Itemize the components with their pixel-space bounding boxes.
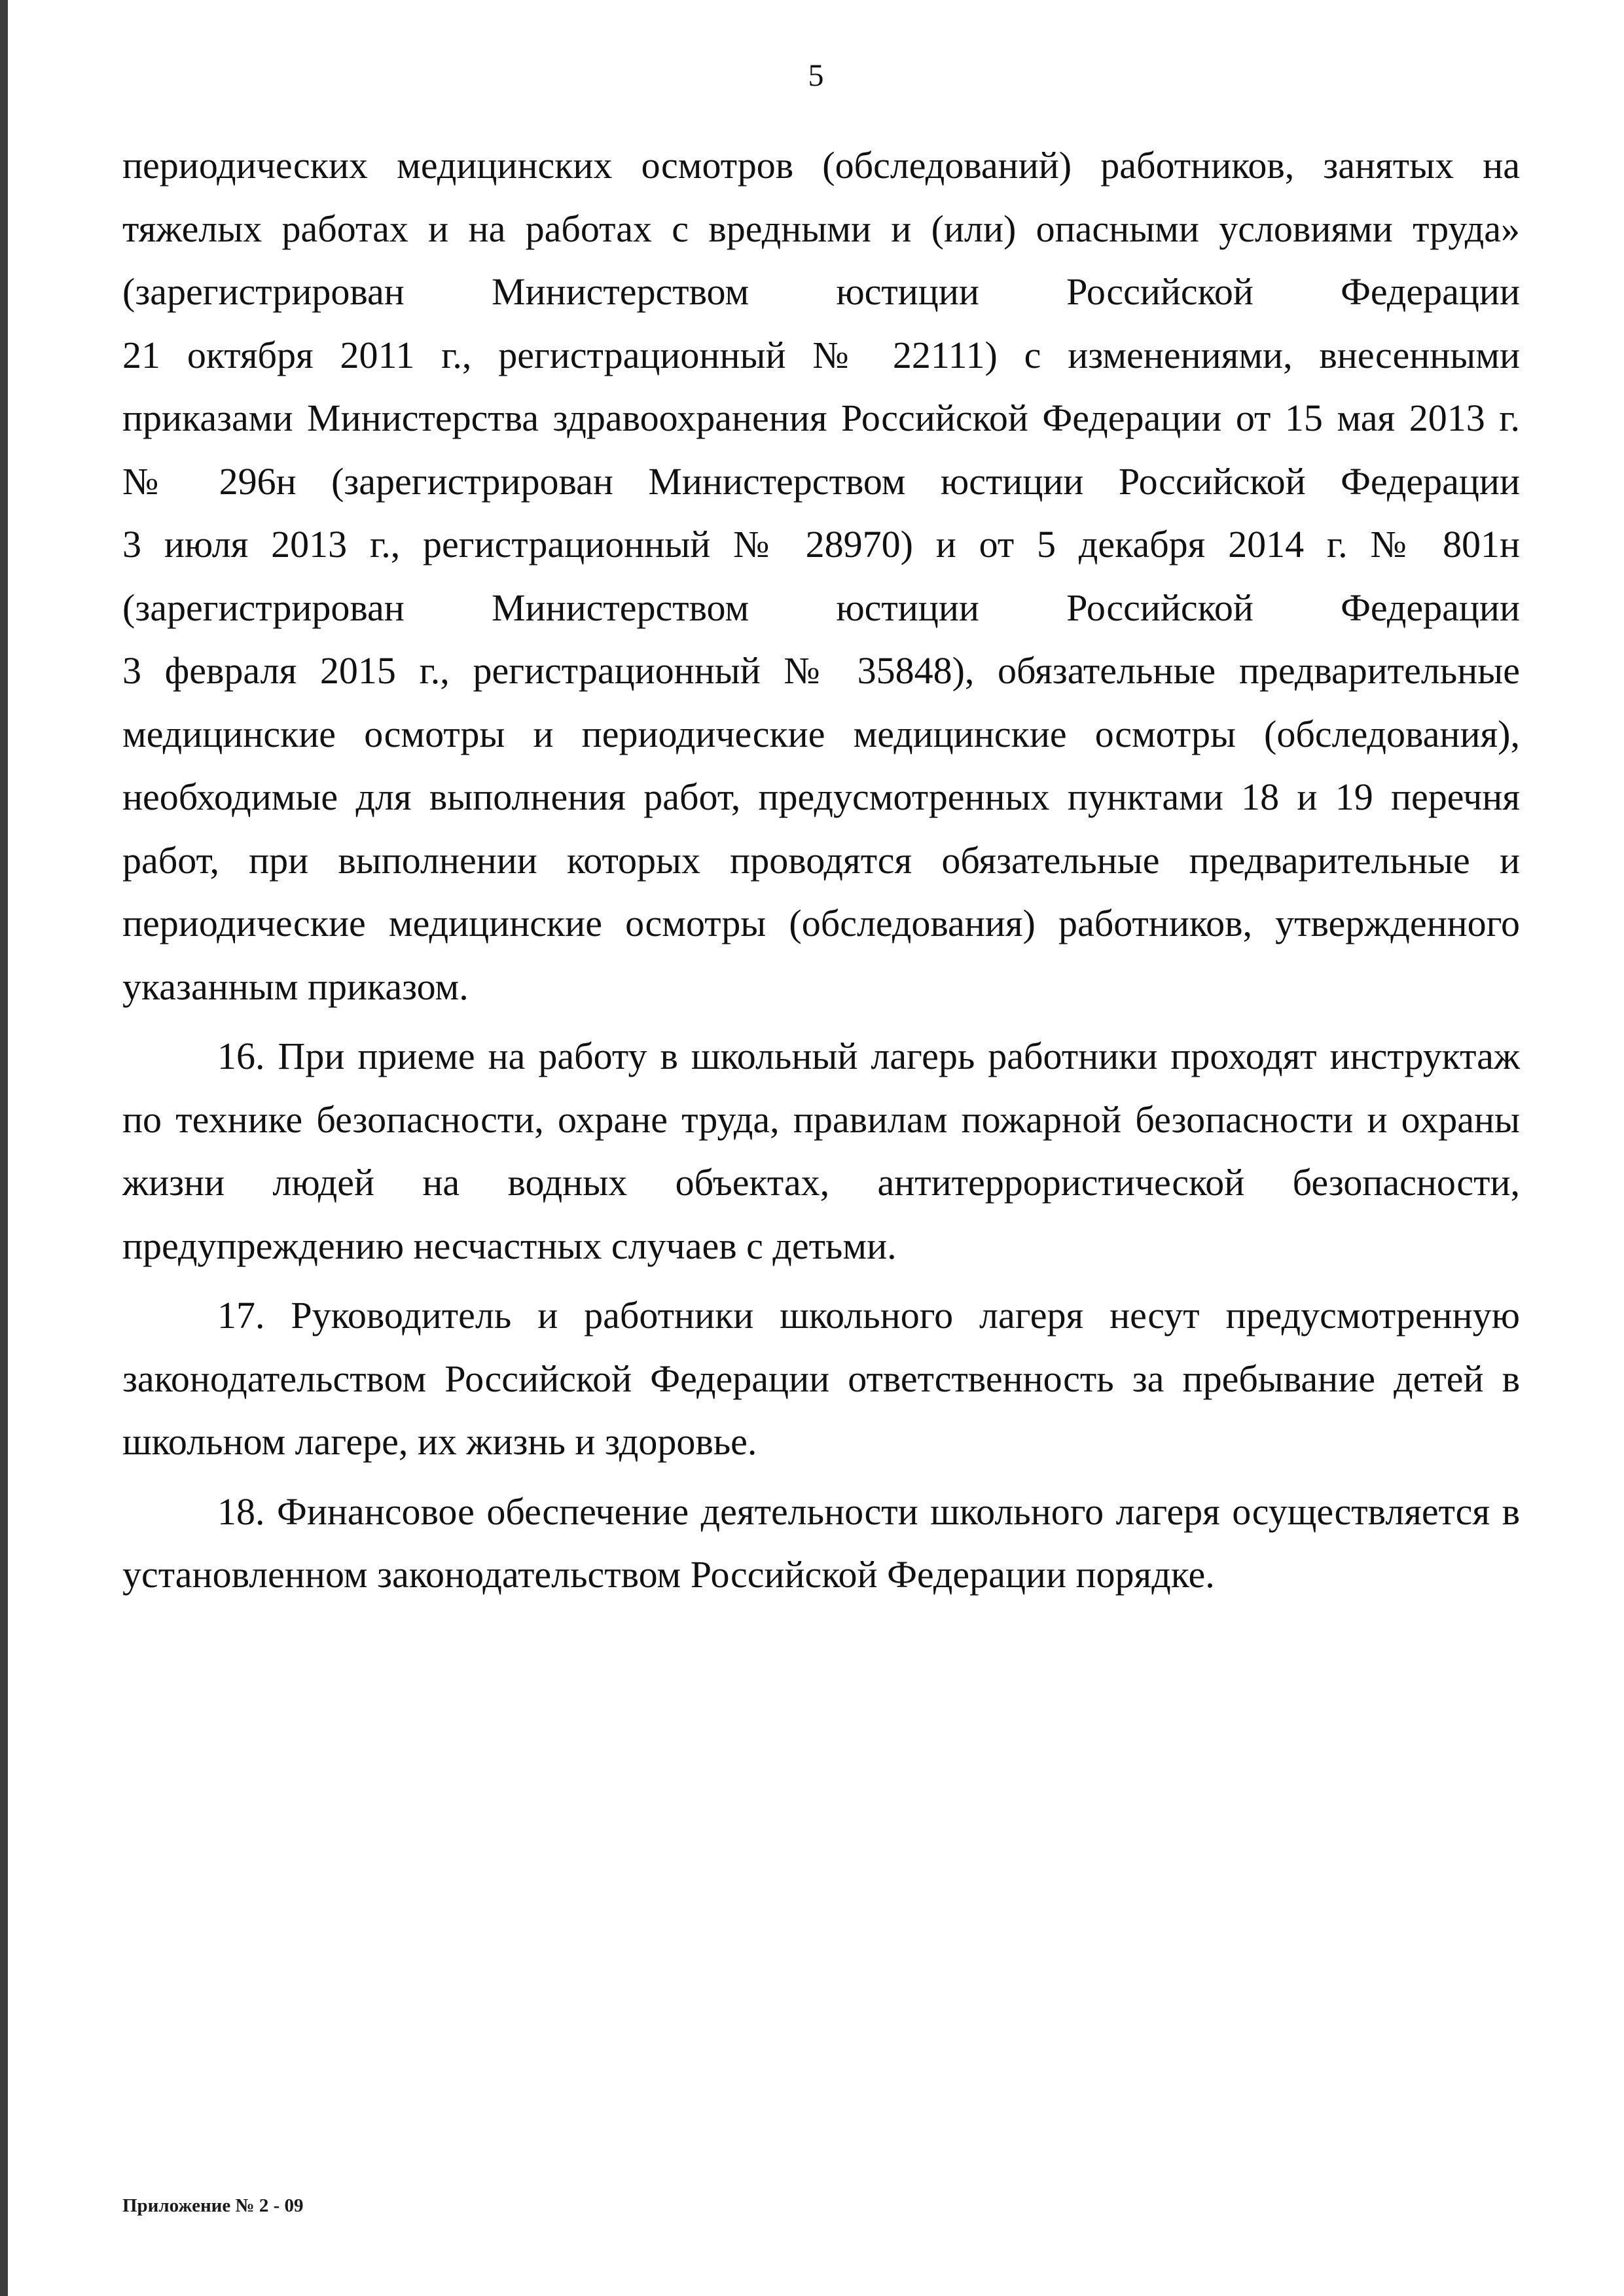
- page-number: 5: [808, 58, 824, 93]
- text-line: указанным приказом.: [122, 965, 469, 1008]
- text-line: работ, при выполнении которых проводятся обязательные предварительные и: [122, 838, 1520, 882]
- text-line: 3 февраля 2015 г., регистрационный № 35848), обязательные предварительные: [122, 649, 1520, 692]
- footer-appendix-label: Приложение № 2 - 09: [122, 2195, 304, 2216]
- text-line: № 296н (зарегистрирован Министерством юстиции Российской Федерации: [122, 459, 1520, 503]
- text-line: (зарегистрирован Министерством юстиции Российской Федерации: [122, 586, 1520, 629]
- text-line: тяжелых работах и на работах с вредными и (или) опасными условиями труда»: [122, 207, 1520, 250]
- text-line: периодические медицинские осмотры (обследования) работников, утвержденного: [122, 902, 1520, 944]
- paragraph-17: 17. Руководитель и работники школьного лагеря несут предусмотренную законодательством Российской Федерации ответственность за пребывание детей в школьном лагере, их жизнь и здоровье.: [122, 1294, 1520, 1463]
- document-page: [8, 0, 1624, 2296]
- text-line: 21 октября 2011 г., регистрационный № 22111) с изменениями, внесенными: [122, 333, 1520, 376]
- paragraph-16: 16. При приеме на работу в школьный лагерь работники проходят инструктаж по технике безопасности, охране труда, правилам пожарной безопасности и охраны жизни людей на водных объектах, антитеррористической безопасности, предупреждению несчастных случаев с детьми.: [122, 1035, 1520, 1267]
- text-line: медицинские осмотры и периодические медицинские осмотры (обследования),: [122, 712, 1520, 755]
- continuation-paragraph: [122, 134, 1520, 1018]
- paragraph-18: 18. Финансовое обеспечение деятельности школьного лагеря осуществляется в установленном законодательством Российской Федерации порядке.: [122, 1490, 1520, 1596]
- text-line: (зарегистрирован Министерством юстиции Российской Федерации: [122, 270, 1520, 313]
- text-line: приказами Министерства здравоохранения Российской Федерации от 15 мая 2013 г.: [122, 397, 1520, 439]
- text-line: периодических медицинских осмотров (обследований) работников, занятых на: [122, 144, 1520, 187]
- text-line: 3 июля 2013 г., регистрационный № 28970) и от 5 декабря 2014 г. № 801н: [122, 523, 1520, 565]
- document-body: [122, 134, 1520, 1607]
- text-line: необходимые для выполнения работ, предусмотренных пунктами 18 и 19 перечня: [122, 776, 1520, 818]
